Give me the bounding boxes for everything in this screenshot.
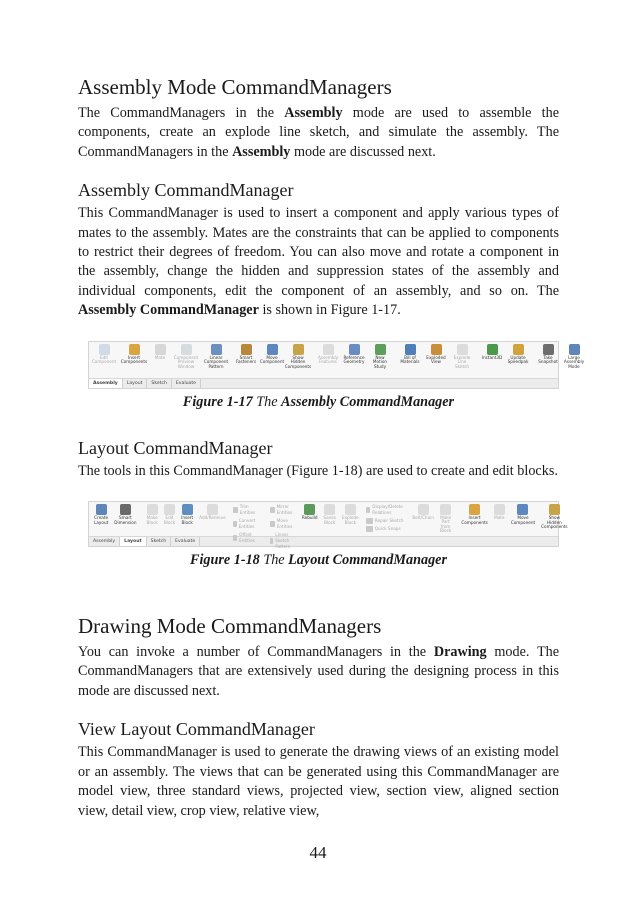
- line-label: Repair Sketch: [374, 518, 404, 524]
- heading-layout-commandmanager: Layout CommandManager: [78, 437, 273, 458]
- tool-label: Insert Components: [120, 354, 148, 365]
- show-hidden-components-icon: [549, 504, 560, 515]
- tool-reference-geometry[interactable]: [341, 344, 367, 365]
- tool-label: Component Preview Window: [173, 354, 199, 369]
- tool-label: Show Hidden Components: [541, 515, 568, 530]
- tab-assembly[interactable]: Assembly: [89, 537, 120, 546]
- layout-tool-add-remove[interactable]: [196, 504, 229, 534]
- layout-tool-rebuild[interactable]: [299, 504, 321, 534]
- tool-label: Edit Component: [91, 354, 117, 365]
- tool-insert-components[interactable]: [121, 344, 147, 365]
- saves-block-icon: [324, 504, 335, 515]
- toolbar-tab-row: [89, 378, 558, 388]
- new-motion-study-icon: [375, 344, 386, 355]
- layout-tool-saves-block[interactable]: [321, 504, 339, 534]
- repair-sketch-icon: [366, 518, 373, 524]
- layout-tool-show-hidden-components[interactable]: [538, 504, 571, 534]
- insert-components-icon: [129, 344, 140, 355]
- layout-line-offset-entities[interactable]: [233, 532, 259, 544]
- mirror-entities-icon: [270, 507, 274, 513]
- figure-1-17-caption: Figure 1-17 The Assembly CommandManager: [182, 393, 455, 410]
- belt-chain-icon: [418, 504, 429, 515]
- layout-tool-make-block[interactable]: [144, 504, 161, 534]
- line-label: Linear Sketch Pattern: [275, 532, 291, 550]
- tool-label: Move Component: [510, 515, 536, 525]
- tool-label: Insert Block: [181, 515, 194, 525]
- toolbar-tool-row: [89, 342, 585, 378]
- tool-label: Saves Block: [323, 515, 336, 525]
- heading-assembly-mode: Assembly Mode CommandManagers: [78, 75, 392, 99]
- layout-line-trim-entities[interactable]: [233, 504, 259, 516]
- offset-entities-icon: [233, 535, 238, 541]
- exploded-view-icon: [431, 344, 442, 355]
- tool-label: Make Part from Block: [439, 514, 452, 534]
- tool-take-snapshot[interactable]: [535, 344, 561, 365]
- tool-bill-of-materials[interactable]: [397, 344, 423, 365]
- component-preview-window-icon: [181, 344, 192, 355]
- tool-label: Create Layout: [94, 515, 109, 525]
- line-label: Quick Snaps: [374, 526, 401, 532]
- document-page: [78, 74, 585, 821]
- tool-label: Instant3D: [481, 354, 503, 360]
- line-label: Move Entities: [276, 518, 293, 530]
- layout-commandmanager-toolbar: [88, 501, 568, 550]
- line-label: Convert Entities: [238, 518, 256, 530]
- tool-label: Bill of Materials: [400, 354, 420, 365]
- tool-label: Insert Components: [461, 515, 488, 525]
- explode-block-icon: [345, 504, 356, 515]
- heading-drawing-mode: Drawing Mode CommandManagers: [78, 614, 382, 639]
- trim-entities-icon: [233, 507, 238, 513]
- tool-new-motion-study[interactable]: [367, 344, 393, 370]
- layout-tool-move-component[interactable]: [508, 504, 538, 534]
- smart-dimension-icon: [120, 504, 131, 515]
- line-label: Trim Entities: [239, 504, 256, 516]
- tool-update-speedpak[interactable]: [505, 344, 531, 365]
- paragraph-assembly-commandmanager: This CommandManager is used to insert a component and apply various types of mates to the assembly. Mates are the constraints that can be applied to components to restrict their degrees of freedom. You can also move and rotate a component in the assembly, change the hidden and suppression states of the assembly and individual components, edit the component of an assembly, and so on. The Assembly CommandManager is shown in Figure 1-17.: [78, 205, 559, 319]
- tool-label: Belt/Chain: [412, 515, 434, 521]
- update-speedpak-icon: [513, 344, 524, 355]
- display-delete-relations-icon: [366, 507, 371, 513]
- tool-linear-component-pattern[interactable]: [203, 344, 229, 370]
- tool-label: Rebuild: [301, 515, 318, 521]
- layout-tool-insert-block[interactable]: [178, 504, 196, 534]
- assembly-features-icon: [323, 344, 334, 355]
- edit-component-icon: [99, 344, 110, 355]
- line-label: Mirror Entities: [276, 504, 293, 516]
- tool-label: Move Component: [259, 354, 285, 365]
- show-hidden-components-icon: [293, 344, 304, 355]
- tool-show-hidden-components[interactable]: [285, 344, 311, 370]
- insert-components-icon: [469, 504, 480, 515]
- tool-exploded-view[interactable]: [423, 344, 449, 365]
- layout-tool-belt-chain[interactable]: [409, 504, 437, 534]
- layout-tool-edit-block[interactable]: [161, 504, 178, 534]
- tool-label: Add/Remove: [199, 515, 226, 521]
- tool-label: Explode Block: [341, 515, 359, 525]
- layout-tool-smart-dimension[interactable]: [111, 504, 139, 534]
- linear-sketch-pattern-icon: [270, 538, 273, 544]
- bill-of-materials-icon: [405, 344, 416, 355]
- tool-label: Large Assembly Mode: [563, 354, 585, 369]
- tab-sketch[interactable]: Sketch: [147, 537, 171, 546]
- layout-tool-create-layout[interactable]: [91, 504, 111, 534]
- tool-label: Update Speedpak: [507, 354, 529, 365]
- tab-sketch[interactable]: Sketch: [147, 379, 171, 388]
- paragraph-assembly-mode: The CommandManagers in the Assembly mode are used to assemble the components, create an explode line sketch, and simulate the assembly. The CommandManagers in the Assembly mode are discussed next.: [78, 105, 559, 160]
- make-part-from-block-icon: [440, 504, 451, 515]
- create-layout-icon: [96, 504, 107, 515]
- tool-label: Smart Dimension: [114, 515, 137, 525]
- edit-block-icon: [164, 504, 175, 515]
- paragraph-drawing-mode: You can invoke a number of CommandManagers in the Drawing mode. The CommandManagers that are extensively used during the designing process in this mode are discussed next.: [78, 644, 560, 699]
- page-number: 44: [309, 843, 327, 862]
- tool-label: New Motion Study: [372, 354, 388, 369]
- tool-smart-fasteners[interactable]: [233, 344, 259, 365]
- tool-label: Exploded View: [426, 354, 446, 365]
- smart-fasteners-icon: [241, 344, 252, 355]
- tab-evaluate[interactable]: Evaluate: [172, 379, 201, 388]
- quick-snaps-icon: [366, 526, 373, 532]
- rebuild-icon: [304, 504, 315, 515]
- layout-line-group: [266, 504, 299, 550]
- add-remove-icon: [207, 504, 218, 515]
- heading-assembly-commandmanager: Assembly CommandManager: [78, 180, 294, 201]
- layout-tool-mate[interactable]: [491, 504, 508, 534]
- layout-line-repair-sketch[interactable]: [366, 518, 406, 524]
- heading-view-layout-commandmanager: View Layout CommandManager: [78, 719, 315, 740]
- layout-tab-row: [89, 536, 558, 546]
- line-label: Offset Entities: [239, 532, 255, 544]
- move-component-icon: [517, 504, 528, 515]
- figure-1-17: [88, 341, 585, 389]
- tool-instant3d[interactable]: [479, 344, 505, 361]
- assembly-commandmanager-toolbar: [88, 341, 585, 389]
- layout-tool-insert-components[interactable]: [458, 504, 491, 534]
- take-snapshot-icon: [543, 344, 554, 355]
- layout-line-move-entities[interactable]: [270, 518, 295, 530]
- layout-line-linear-sketch-pattern[interactable]: [270, 532, 295, 550]
- tab-layout[interactable]: Layout: [120, 537, 147, 546]
- figure-1-18: [88, 501, 568, 550]
- reference-geometry-icon: [349, 344, 360, 355]
- layout-line-display-delete-relations[interactable]: [366, 504, 406, 516]
- layout-line-quick-snaps[interactable]: [366, 526, 406, 532]
- layout-tool-explode-block[interactable]: [339, 504, 362, 534]
- tool-label: Mate: [494, 515, 505, 521]
- tool-edit-component[interactable]: [91, 344, 117, 365]
- figure-1-18-caption: Figure 1-18 The Layout CommandManager: [190, 552, 447, 569]
- layout-tool-make-part-from-block[interactable]: [437, 504, 454, 534]
- instant3d-icon: [487, 344, 498, 355]
- layout-line-convert-entities[interactable]: [233, 518, 259, 530]
- paragraph-layout-commandmanager: The tools in this CommandManager (Figure 1-18) are used to create and edit blocks.: [78, 462, 558, 479]
- tab-layout[interactable]: Layout: [123, 379, 148, 388]
- mate-icon: [155, 344, 166, 355]
- tool-label: Explode Line Sketch: [453, 354, 471, 369]
- move-component-icon: [267, 344, 278, 355]
- tool-label: Mate: [154, 354, 166, 360]
- paragraph-view-layout-commandmanager: This CommandManager is used to generate the drawing views of an existing model or an assembly. The views that can be generated using this CommandManager are model view, three standard views, projected view, section view, aligned section view, detail view, crop view, relative view,: [78, 744, 559, 819]
- tool-label: Assembly Features: [317, 354, 339, 365]
- tool-mate[interactable]: [147, 344, 173, 361]
- tool-move-component[interactable]: [259, 344, 285, 365]
- explode-line-sketch-icon: [457, 344, 468, 355]
- layout-line-group: [229, 504, 263, 544]
- insert-block-icon: [182, 504, 193, 515]
- tab-assembly[interactable]: Assembly: [89, 379, 123, 388]
- large-assembly-mode-icon: [569, 344, 580, 355]
- line-label: Display/Delete Relations: [372, 504, 403, 516]
- linear-component-pattern-icon: [211, 344, 222, 355]
- tool-large-assembly-mode[interactable]: [561, 344, 587, 370]
- move-entities-icon: [270, 521, 275, 527]
- make-block-icon: [147, 504, 158, 515]
- tool-assembly-features[interactable]: [315, 344, 341, 365]
- tool-label: Linear Component Pattern: [203, 354, 229, 369]
- tool-label: Reference Geometry: [343, 354, 365, 365]
- tool-label: Smart Fasteners: [235, 354, 257, 365]
- convert-entities-icon: [233, 521, 237, 527]
- tool-label: Show Hidden Components: [284, 354, 312, 369]
- mate-icon: [494, 504, 505, 515]
- tool-label: Make Block: [146, 515, 158, 525]
- layout-line-mirror-entities[interactable]: [270, 504, 295, 516]
- tool-label: Edit Block: [163, 515, 176, 525]
- layout-line-group: [362, 504, 410, 534]
- tool-label: Take Snapshot: [538, 354, 558, 365]
- tool-component-preview-window[interactable]: [173, 344, 199, 370]
- tab-evaluate[interactable]: Evaluate: [171, 537, 200, 546]
- tool-explode-line-sketch[interactable]: [449, 344, 475, 370]
